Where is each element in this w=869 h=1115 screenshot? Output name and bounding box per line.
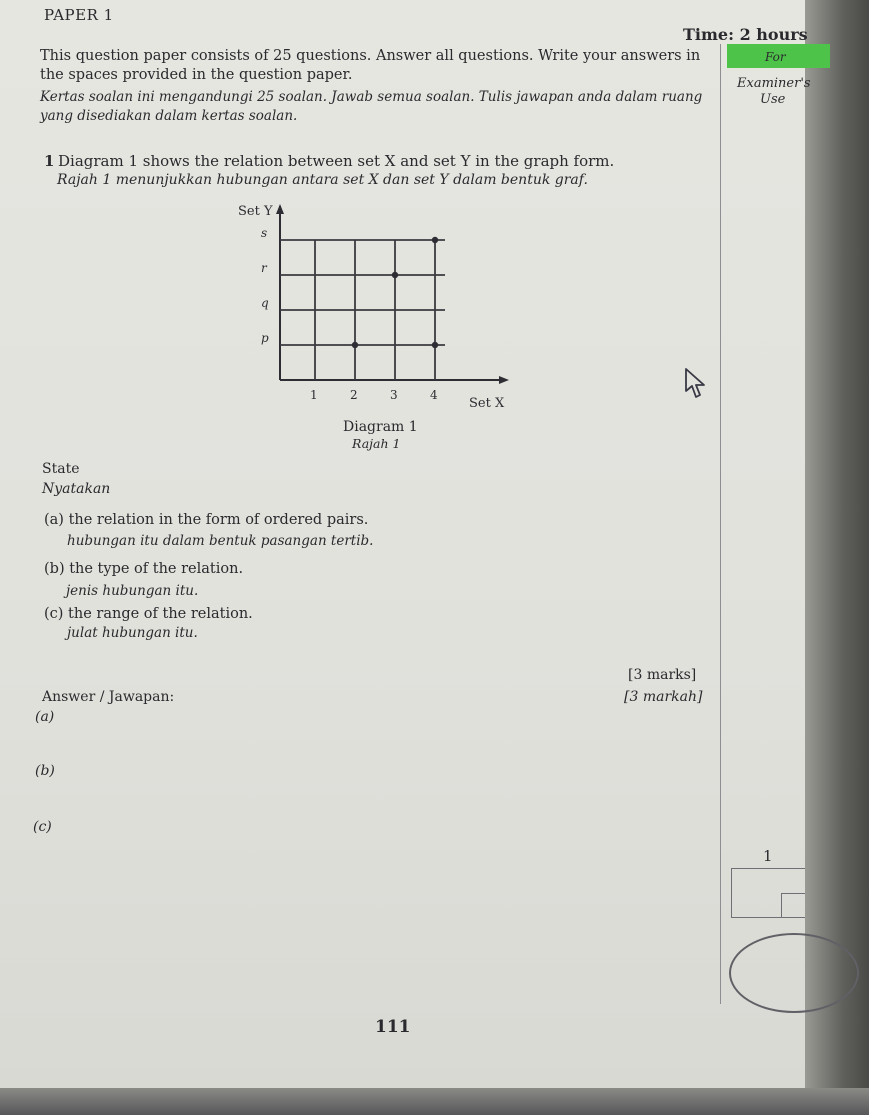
relation-point-4-p — [432, 342, 438, 348]
diagram-caption-ms: Rajah 1 — [352, 436, 401, 451]
answer-part-c: (c) — [33, 819, 52, 835]
instructions-ms-line-2: yang disediakan dalam kertas soalan. — [40, 108, 298, 124]
relation-point-3-r — [392, 272, 398, 278]
page-number: 111 — [375, 1017, 411, 1037]
score-question-number: 1 — [763, 847, 773, 865]
question-text-en: Diagram 1 shows the relation between set X and set Y in the graph form. — [58, 152, 615, 170]
y-axis-arrow-icon — [276, 204, 284, 214]
score-circle — [729, 933, 859, 1013]
part-a-text: (a) the relation in the form of ordered pairs. — [44, 512, 369, 528]
x-axis-label: Set X — [469, 396, 505, 411]
y-axis-label: Set Y — [238, 204, 273, 219]
answer-part-a: (a) — [35, 709, 55, 725]
examiner-for-label: For — [765, 50, 786, 64]
part-b-text-ms: jenis hubungan itu. — [66, 583, 199, 599]
part-c-text: (c) the range of the relation. — [44, 606, 253, 622]
part-c-text-ms: julat hubungan itu. — [67, 625, 198, 641]
examiner-column-rule — [720, 44, 721, 1004]
question-number: 1 — [44, 152, 55, 170]
y-tick-label-q: q — [261, 296, 269, 310]
background-bottom — [0, 1088, 869, 1115]
relation-graph — [235, 198, 525, 420]
part-a-text-ms: hubungan itu dalam bentuk pasangan tertib. — [67, 533, 374, 549]
state-label: State — [42, 461, 80, 477]
mouse-pointer-icon — [684, 367, 710, 401]
diagram-caption: Diagram 1 — [343, 419, 418, 435]
instructions-en-line-1: This question paper consists of 25 questions. Answer all questions. Write your answers in — [40, 48, 701, 64]
y-tick-label-p: p — [261, 331, 269, 345]
paper-label: PAPER 1 — [44, 6, 114, 24]
x-tick-label-3: 3 — [390, 388, 398, 402]
question-text-ms: Rajah 1 menunjukkan hubungan antara set X dan set Y dalam bentuk graf. — [57, 172, 588, 188]
y-tick-label-s: s — [261, 226, 268, 240]
marks-label: [3 marks] — [628, 667, 697, 683]
answer-label: Answer / Jawapan: — [42, 689, 175, 705]
marks-label-ms: [3 markah] — [624, 689, 703, 705]
state-label-ms: Nyatakan — [42, 481, 111, 497]
x-axis-arrow-icon — [499, 376, 509, 384]
x-tick-label-2: 2 — [350, 388, 358, 402]
y-tick-label-r: r — [261, 261, 267, 275]
relation-point-2-p — [352, 342, 358, 348]
time-label: Time: 2 hours — [683, 25, 808, 44]
instructions-en-line-2: the spaces provided in the question paper. — [40, 67, 353, 83]
examiner-label: Examiner's — [737, 76, 811, 91]
part-b-text: (b) the type of the relation. — [44, 561, 244, 577]
relation-point-4-s — [432, 237, 438, 243]
answer-part-b: (b) — [35, 763, 55, 779]
examiner-use-label: Use — [760, 92, 786, 107]
score-inner-box — [781, 893, 805, 918]
x-tick-label-4: 4 — [430, 388, 438, 402]
x-tick-label-1: 1 — [310, 388, 318, 402]
instructions-ms-line-1: Kertas soalan ini mengandungi 25 soalan. Jawab semua soalan. Tulis jawapan anda dalam ruang — [40, 89, 703, 105]
